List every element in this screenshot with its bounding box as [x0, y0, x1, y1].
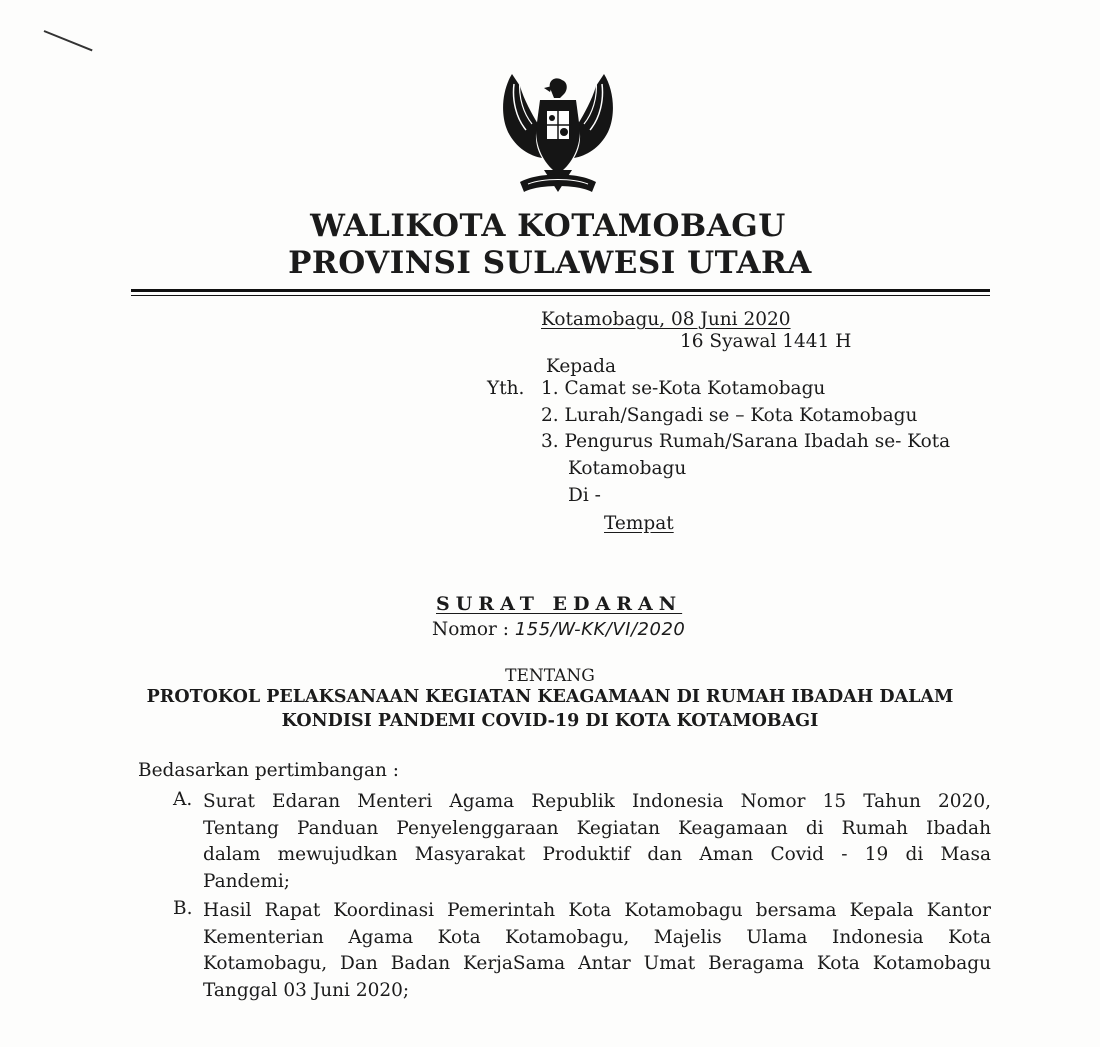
kepada-label: Kepada — [546, 356, 617, 377]
paragraph-line: Hasil Rapat Koordinasi Pemerintah Kota Kotamobagu bersama Kepala Kantor — [203, 900, 991, 921]
paragraph-line: dalam mewujudkan Masyarakat Produktif dan Aman Covid - 19 di Masa — [203, 844, 991, 865]
subject-line-1: PROTOKOL PELAKSANAAN KEGIATAN KEAGAMAAN DI RUMAH IBADAH DALAM — [146, 687, 954, 707]
consideration-item-a — [203, 789, 991, 895]
letterhead-title: WALIKOTA KOTAMOBAGU — [310, 208, 786, 244]
garuda-emblem-icon — [498, 70, 618, 200]
recipient-item-continuation: Kotamobagu — [568, 458, 687, 479]
intro-text: Bedasarkan pertimbangan : — [138, 760, 400, 781]
item-marker: A. — [173, 789, 193, 810]
nomor-value: 155/W-KK/VI/2020 — [514, 619, 686, 640]
item-marker: B. — [173, 898, 193, 919]
letterhead-rule-thick — [131, 289, 990, 292]
paragraph-line: Pandemi; — [203, 870, 291, 892]
recipient-item: 3. Pengurus Rumah/Sarana Ibadah se- Kota — [541, 431, 951, 452]
subject-line-2: KONDISI PANDEMI COVID-19 DI KOTA KOTAMOBAGI — [281, 711, 819, 731]
place-date: Kotamobagu, 08 Juni 2020 — [541, 309, 791, 330]
paragraph-line: Kotamobagu, Dan Badan KerjaSama Antar Umat Beragama Kota Kotamobagu — [203, 953, 991, 974]
tentang-label: TENTANG — [505, 666, 595, 686]
scan-mark — [44, 30, 93, 51]
paragraph-line: Surat Edaran Menteri Agama Republik Indonesia Nomor 15 Tahun 2020, — [203, 791, 991, 812]
document-type-title: SURAT EDARAN — [436, 593, 683, 615]
paragraph-line: Kementerian Agama Kota Kotamobagu, Majelis Ulama Indonesia Kota — [203, 926, 991, 948]
letterhead-rule-thin — [131, 295, 990, 296]
hijri-date: 16 Syawal 1441 H — [680, 331, 852, 352]
consideration-item-b — [203, 898, 991, 1004]
tempat-label: Tempat — [604, 513, 674, 534]
paragraph-line: Tentang Panduan Penyelenggaraan Kegiatan Keagamaan di Rumah Ibadah — [203, 817, 991, 839]
nomor-label: Nomor : — [432, 619, 509, 640]
letterhead-subtitle: PROVINSI SULAWESI UTARA — [288, 245, 812, 281]
recipient-item: 1. Camat se-Kota Kotamobagu — [541, 378, 826, 399]
recipient-item: 2. Lurah/Sangadi se – Kota Kotamobagu — [541, 405, 918, 426]
yth-label: Yth. — [487, 378, 525, 399]
di-label: Di - — [568, 485, 601, 506]
paragraph-line: Tanggal 03 Juni 2020; — [203, 979, 410, 1001]
